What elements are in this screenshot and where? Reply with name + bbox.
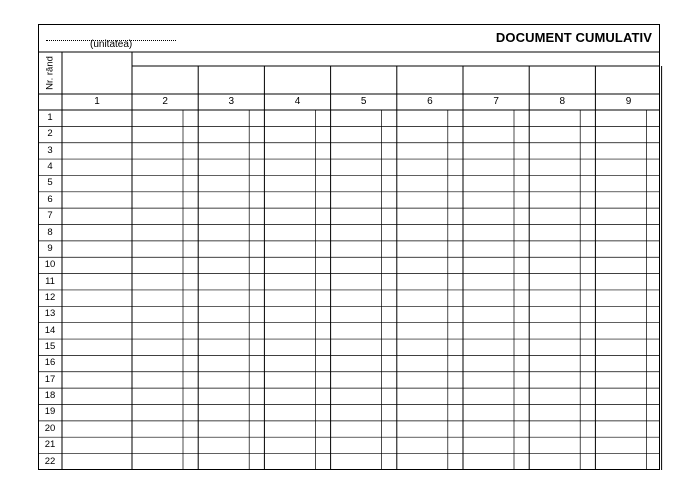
row-number: 16: [44, 357, 56, 369]
column-number: 4: [294, 96, 301, 107]
row-number: 8: [47, 226, 53, 238]
row-number: 15: [44, 341, 56, 353]
row-number: 14: [44, 324, 56, 336]
column-number: 5: [360, 96, 367, 107]
row-number: 18: [44, 390, 56, 402]
row-number: 4: [47, 161, 53, 173]
row-number: 17: [44, 373, 56, 385]
row-number: 3: [47, 144, 53, 156]
column-number: 8: [559, 96, 566, 107]
column-number: 7: [493, 96, 499, 107]
row-number: 9: [47, 242, 53, 254]
row-number: 13: [44, 308, 56, 320]
row-number: 1: [47, 112, 53, 123]
row-number: 12: [44, 291, 56, 303]
unit-label: (unitatea): [90, 39, 133, 50]
row-number: 10: [44, 259, 56, 271]
row-number: 6: [47, 193, 53, 205]
row-number: 2: [47, 128, 53, 140]
row-number: 7: [47, 210, 53, 222]
column-number: 9: [625, 96, 632, 107]
column-number: 3: [228, 96, 235, 107]
row-number: 20: [44, 422, 56, 434]
row-number: 21: [44, 439, 56, 451]
column-number: 1: [94, 96, 100, 107]
row-number: 19: [44, 406, 56, 418]
row-number: 22: [44, 455, 56, 467]
row-number: 5: [47, 177, 53, 189]
document-title: DOCUMENT CUMULATIV: [495, 30, 652, 45]
row-number: 11: [45, 275, 55, 287]
column-number: 2: [162, 96, 168, 107]
row-number-header-label: Nr. rând: [44, 56, 56, 90]
column-number: 6: [427, 96, 433, 107]
